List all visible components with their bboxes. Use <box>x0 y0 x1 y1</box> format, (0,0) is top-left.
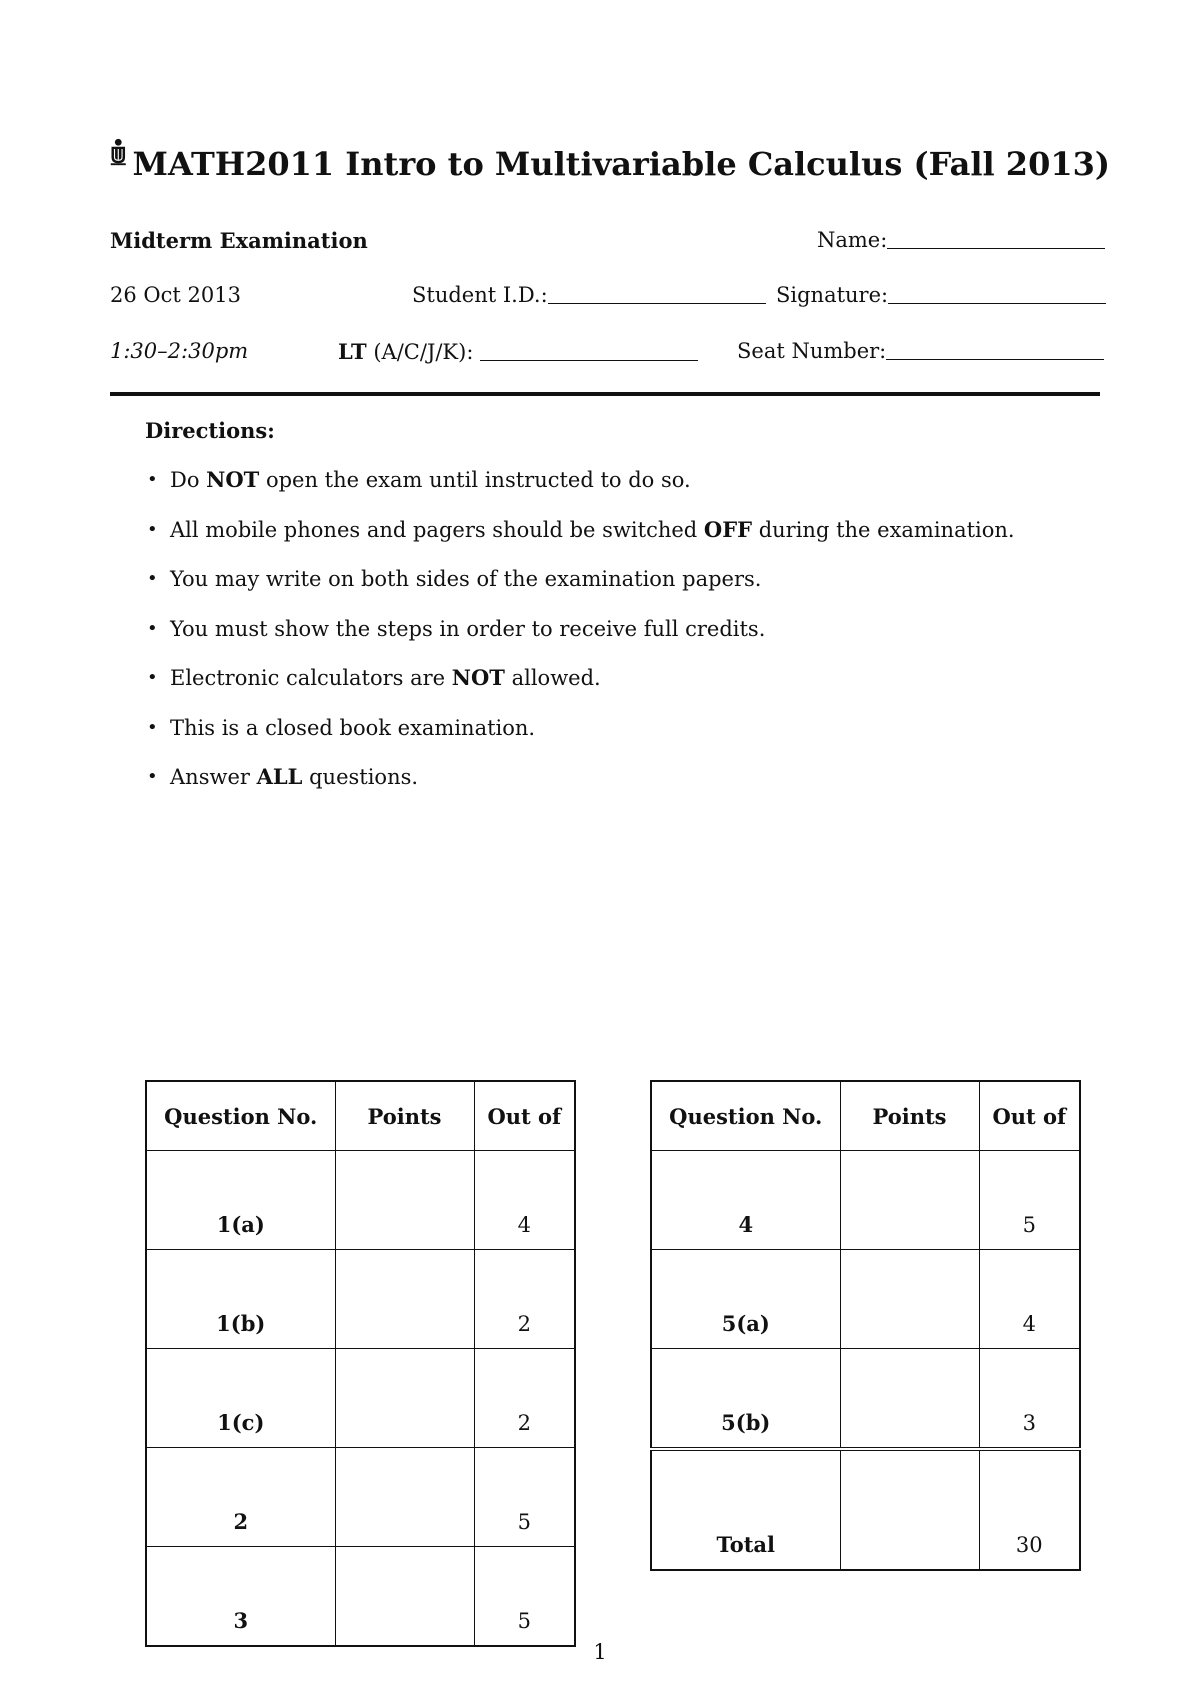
directions-list <box>145 465 1085 812</box>
points-cell[interactable] <box>840 1250 979 1349</box>
total-row <box>651 1449 1080 1570</box>
question-cell: 1(c) <box>146 1349 335 1448</box>
total-out-of-cell: 30 <box>979 1449 1080 1570</box>
direction-item: • Answer ALL questions. <box>145 762 1085 812</box>
question-cell: 5(b) <box>651 1349 840 1450</box>
direction-item: • All mobile phones and pagers should be switched OFF during the examination. <box>145 515 1085 565</box>
bullet-icon: • <box>147 766 158 787</box>
out-of-cell: 5 <box>979 1151 1080 1250</box>
out-of-cell: 2 <box>474 1250 575 1349</box>
lt-field[interactable] <box>338 339 698 364</box>
lt-label-rest: (A/C/J/K): <box>366 340 474 364</box>
student-id-input-line[interactable] <box>548 283 766 304</box>
directions-section <box>145 418 1085 812</box>
points-cell[interactable] <box>840 1349 979 1450</box>
signature-field[interactable] <box>776 283 1106 307</box>
out-of-cell: 5 <box>474 1547 575 1647</box>
points-cell[interactable] <box>335 1349 474 1448</box>
info-row-2 <box>110 283 1100 313</box>
header-out-of: Out of <box>979 1081 1080 1151</box>
header-out-of: Out of <box>474 1081 575 1151</box>
bullet-icon: • <box>147 518 158 540</box>
question-cell: 1(b) <box>146 1250 335 1349</box>
bullet-icon: • <box>147 617 158 639</box>
points-cell[interactable] <box>840 1151 979 1250</box>
exam-time: 1:30–2:30pm <box>110 339 249 363</box>
bullet-icon: • <box>147 716 158 738</box>
direction-item: • Electronic calculators are NOT allowed. <box>145 663 1085 713</box>
question-cell: 3 <box>146 1547 335 1647</box>
table-row <box>146 1151 575 1250</box>
header-question-no: Question No. <box>651 1081 840 1151</box>
total-points-cell[interactable] <box>840 1449 979 1570</box>
table-row <box>146 1547 575 1647</box>
question-cell: 5(a) <box>651 1250 840 1349</box>
out-of-cell: 3 <box>979 1349 1080 1450</box>
lt-input-line[interactable] <box>480 340 698 361</box>
table-row <box>651 1250 1080 1349</box>
bullet-icon: • <box>147 568 158 589</box>
student-id-field[interactable] <box>412 283 766 307</box>
university-logo-icon <box>110 116 127 188</box>
page-number: 1 <box>593 1640 607 1664</box>
info-row-3 <box>110 339 1100 369</box>
exam-date: 26 Oct 2013 <box>110 283 241 307</box>
table-row <box>651 1151 1080 1250</box>
points-cell[interactable] <box>335 1448 474 1547</box>
exam-type: Midterm Examination <box>110 228 368 253</box>
bullet-icon: • <box>147 667 158 688</box>
out-of-cell: 2 <box>474 1349 575 1448</box>
lt-label-bold: LT <box>338 339 367 364</box>
header-question-no: Question No. <box>146 1081 335 1151</box>
out-of-cell: 4 <box>474 1151 575 1250</box>
score-table-right <box>650 1080 1081 1571</box>
seat-number-field[interactable] <box>737 339 1104 363</box>
signature-input-line[interactable] <box>888 283 1106 304</box>
name-label: Name: <box>817 228 888 252</box>
name-input-line[interactable] <box>887 228 1105 249</box>
signature-label: Signature: <box>776 283 889 307</box>
directions-heading: Directions: <box>145 418 275 443</box>
total-label: Total <box>651 1449 840 1570</box>
direction-item: • You must show the steps in order to receive full credits. <box>145 614 1085 664</box>
seat-number-input-line[interactable] <box>886 339 1104 360</box>
table-header-row <box>146 1081 575 1151</box>
points-cell[interactable] <box>335 1250 474 1349</box>
table-row <box>146 1250 575 1349</box>
score-table-left <box>145 1080 576 1647</box>
info-row-1 <box>110 228 1100 258</box>
points-cell[interactable] <box>335 1151 474 1250</box>
points-cell[interactable] <box>335 1547 474 1647</box>
table-row <box>146 1448 575 1547</box>
seat-number-label: Seat Number: <box>737 339 887 363</box>
title-row <box>110 108 1110 188</box>
direction-item: • You may write on both sides of the examination papers. <box>145 564 1085 614</box>
header-points: Points <box>335 1081 474 1151</box>
table-row <box>146 1349 575 1448</box>
question-cell: 1(a) <box>146 1151 335 1250</box>
header-divider <box>110 392 1100 396</box>
question-cell: 4 <box>651 1151 840 1250</box>
out-of-cell: 5 <box>474 1448 575 1547</box>
student-id-label: Student I.D.: <box>412 283 548 307</box>
header-points: Points <box>840 1081 979 1151</box>
page-title: MATH2011 Intro to Multivariable Calculus (Fall 2013) <box>132 145 1110 183</box>
table-row <box>651 1349 1080 1450</box>
out-of-cell: 4 <box>979 1250 1080 1349</box>
direction-item: • Do NOT open the exam until instructed to do so. <box>145 465 1085 515</box>
bullet-icon: • <box>147 469 158 490</box>
name-field[interactable] <box>817 228 1105 252</box>
table-header-row <box>651 1081 1080 1151</box>
direction-item: • This is a closed book examination. <box>145 713 1085 763</box>
question-cell: 2 <box>146 1448 335 1547</box>
